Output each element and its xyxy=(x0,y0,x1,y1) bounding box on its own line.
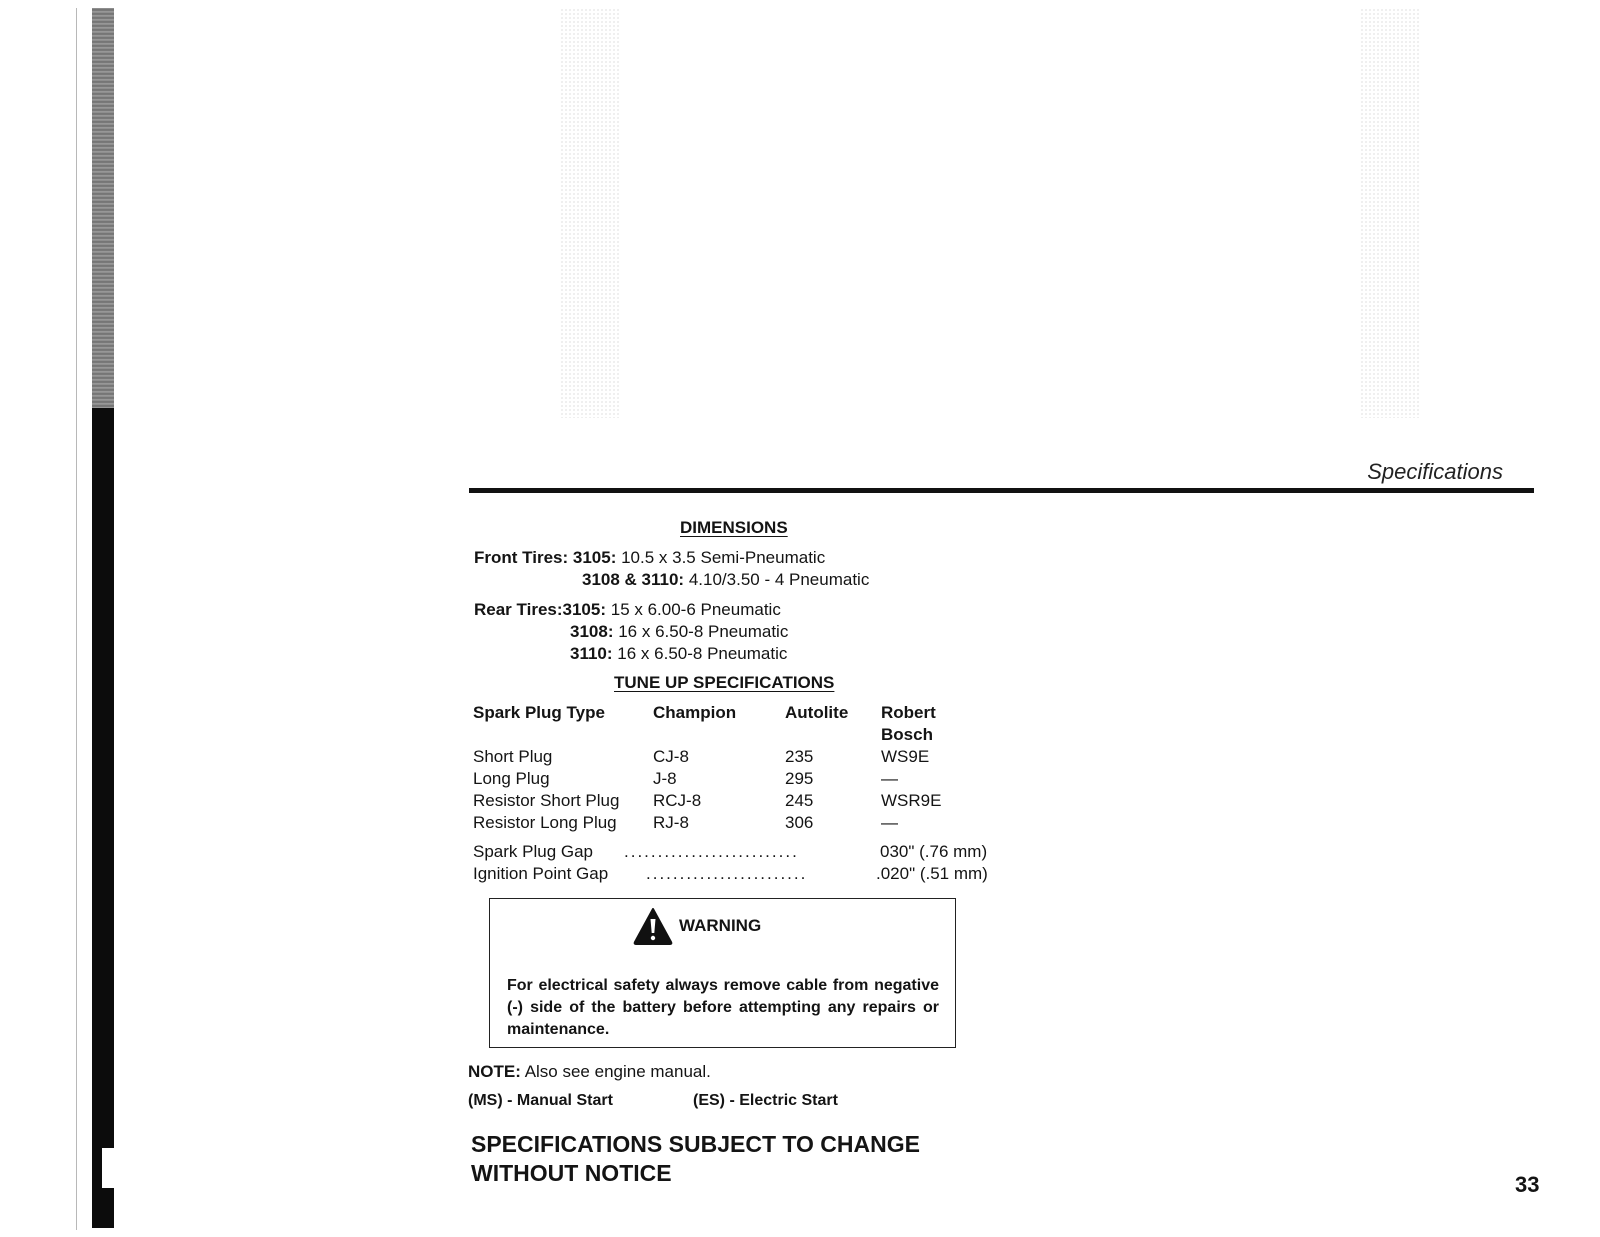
warning-title: WARNING xyxy=(679,916,762,935)
rear-tires-value: 15 x 6.00-6 Pneumatic xyxy=(610,600,781,619)
front-tires-model: 3108 & 3110: xyxy=(582,570,685,589)
rear-tires-row xyxy=(570,644,787,664)
table-cell: Resistor Short Plug xyxy=(473,791,620,810)
warning-triangle-icon xyxy=(633,907,673,945)
binding-shadow-fade xyxy=(92,8,114,408)
start-legend-es: (ES) - Electric Start xyxy=(693,1092,838,1109)
table-cell: 306 xyxy=(785,813,814,832)
warning-text: For electrical safety always remove cable from negative (-) side of the battery before attempting any repairs or maintenance. xyxy=(507,977,939,1038)
table-cell: — xyxy=(881,769,898,788)
rear-tires-label: Rear Tires: xyxy=(474,600,563,619)
leader-dots: ........................ xyxy=(646,864,808,883)
rear-tires-value: 16 x 6.50-8 Pneumatic xyxy=(618,622,789,641)
start-legend-ms: (MS) - Manual Start xyxy=(468,1092,613,1109)
front-tires-label: Front Tires: xyxy=(474,548,569,567)
spark-plug-gap-label: Spark Plug Gap xyxy=(473,842,594,861)
change-notice xyxy=(471,1130,920,1188)
note-line xyxy=(468,1062,711,1082)
table-cell: CJ-8 xyxy=(653,747,689,766)
column-header-champion: Champion xyxy=(653,703,737,722)
leader-dots: .......................... xyxy=(624,842,799,861)
bleed-through-texture xyxy=(1360,8,1420,418)
binding-edge-line xyxy=(76,8,77,1230)
binding-shadow-notch xyxy=(102,1148,114,1188)
rear-tires-model: 3110: xyxy=(570,644,613,663)
ignition-point-gap-value: .020" (.51 mm) xyxy=(876,864,988,883)
section-title: Specifications xyxy=(1367,459,1503,484)
change-notice-line: SPECIFICATIONS SUBJECT TO CHANGE xyxy=(471,1131,920,1157)
table-cell: WS9E xyxy=(881,747,930,766)
note-label: NOTE: xyxy=(468,1062,521,1081)
column-header-robert: Robert xyxy=(881,703,936,722)
table-cell: 235 xyxy=(785,747,814,766)
warning-box xyxy=(489,898,956,1048)
table-cell: J-8 xyxy=(653,769,677,788)
table-cell: — xyxy=(881,813,898,832)
front-tires-model: 3105: xyxy=(572,548,617,567)
bleed-through-texture xyxy=(560,8,620,418)
tune-up-heading: TUNE UP SPECIFICATIONS xyxy=(614,673,835,692)
table-cell: WSR9E xyxy=(881,791,942,810)
table-cell: RCJ-8 xyxy=(653,791,702,810)
column-header-autolite: Autolite xyxy=(785,703,849,722)
column-header-bosch: Bosch xyxy=(881,725,933,744)
front-tires-value: 4.10/3.50 - 4 Pneumatic xyxy=(688,570,870,589)
rear-tires-value: 16 x 6.50-8 Pneumatic xyxy=(617,644,788,663)
header-rule xyxy=(469,488,1534,493)
note-text: Also see engine manual. xyxy=(524,1062,711,1081)
table-cell: 245 xyxy=(785,791,814,810)
change-notice-line: WITHOUT NOTICE xyxy=(471,1160,672,1186)
page-number: 33 xyxy=(1515,1172,1540,1197)
front-tires-value: 10.5 x 3.5 Semi-Pneumatic xyxy=(621,548,826,567)
ignition-point-gap-label: Ignition Point Gap xyxy=(473,864,609,883)
front-tires-row xyxy=(474,548,825,568)
binding-shadow-strip xyxy=(92,8,114,1228)
warning-header xyxy=(633,907,761,945)
table-cell: Long Plug xyxy=(473,769,550,788)
spark-plug-gap-value: 030" (.76 mm) xyxy=(880,842,988,861)
rear-tires-model: 3108: xyxy=(570,622,614,641)
rear-tires-row xyxy=(570,622,788,642)
table-cell: 295 xyxy=(785,769,814,788)
front-tires-row xyxy=(582,570,869,590)
table-cell: Resistor Long Plug xyxy=(473,813,617,832)
table-cell: RJ-8 xyxy=(653,813,689,832)
table-cell: Short Plug xyxy=(473,747,553,766)
rear-tires-row xyxy=(474,600,781,620)
dimensions-heading: DIMENSIONS xyxy=(680,518,788,537)
rear-tires-model: 3105: xyxy=(562,600,606,619)
column-header-spark-plug-type: Spark Plug Type xyxy=(473,703,605,722)
